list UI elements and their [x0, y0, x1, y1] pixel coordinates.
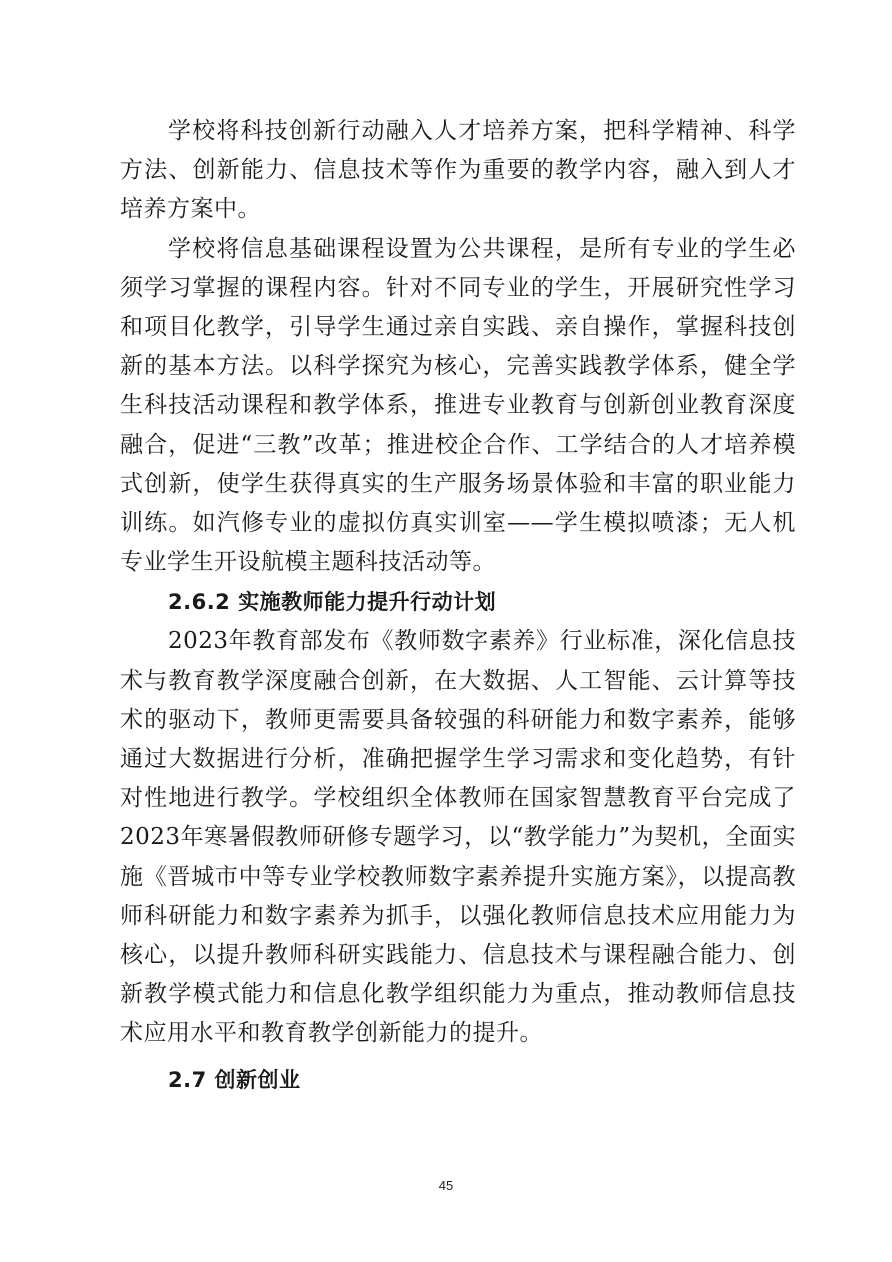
section-heading-2-7: 2.7 创新创业	[168, 1067, 301, 1092]
section-heading-2-6-2: 2.6.2 实施教师能力提升行动计划	[168, 590, 497, 615]
paragraph-information-courses: 学校将信息基础课程设置为公共课程，是所有专业的学生必须学习掌握的课程内容。针对不同专业的学生，开展研究性学习和项目化教学，引导学生通过亲自实践、亲自操作，掌握科技创新的基本方法。以科学探究为核心，完善实践教学体系，健全学生科技活动课程和教学体系，推进专业教育与创新创业教育深度融合，促进“三教”改革；推进校企合作、工学结合的人才培养模式创新，使学生获得真实的生产服务场景体验和丰富的职业能力训练。如汽修专业的虚拟仿真实训室——学生模拟喷漆；无人机专业学生开设航模主题科技活动等。	[120, 235, 796, 576]
paragraph-teacher-ability: 2023年教育部发布《教师数字素养》行业标准，深化信息技术与教育教学深度融合创新，在大数据、人工智能、云计算等技术的驱动下，教师更需要具备较强的科研能力和数字素养，能够通过大数据进行分析，准确把握学生学习需求和变化趋势，有针对性地进行教学。学校组织全体教师在国家智慧教育平台完成了2023年寒暑假教师研修专题学习，以“教学能力”为契机，全面实施《晋城市中等专业学校教师数字素养提升实施方案》，以提高教师科研能力和数字素养为抓手，以强化教师信息技术应用能力为核心，以提升教师科研实践能力、信息技术与课程融合能力、创新教学模式能力和信息化教学组织能力为重点，推动教师信息技术应用水平和教育教学创新能力的提升。	[120, 628, 796, 1047]
page-number: 45	[438, 1178, 454, 1193]
paragraph-curriculum-integration: 学校将科技创新行动融入人才培养方案，把科学精神、科学方法、创新能力、信息技术等作为重要的教学内容，融入到人才培养方案中。	[120, 118, 796, 223]
document-body	[120, 112, 796, 1100]
